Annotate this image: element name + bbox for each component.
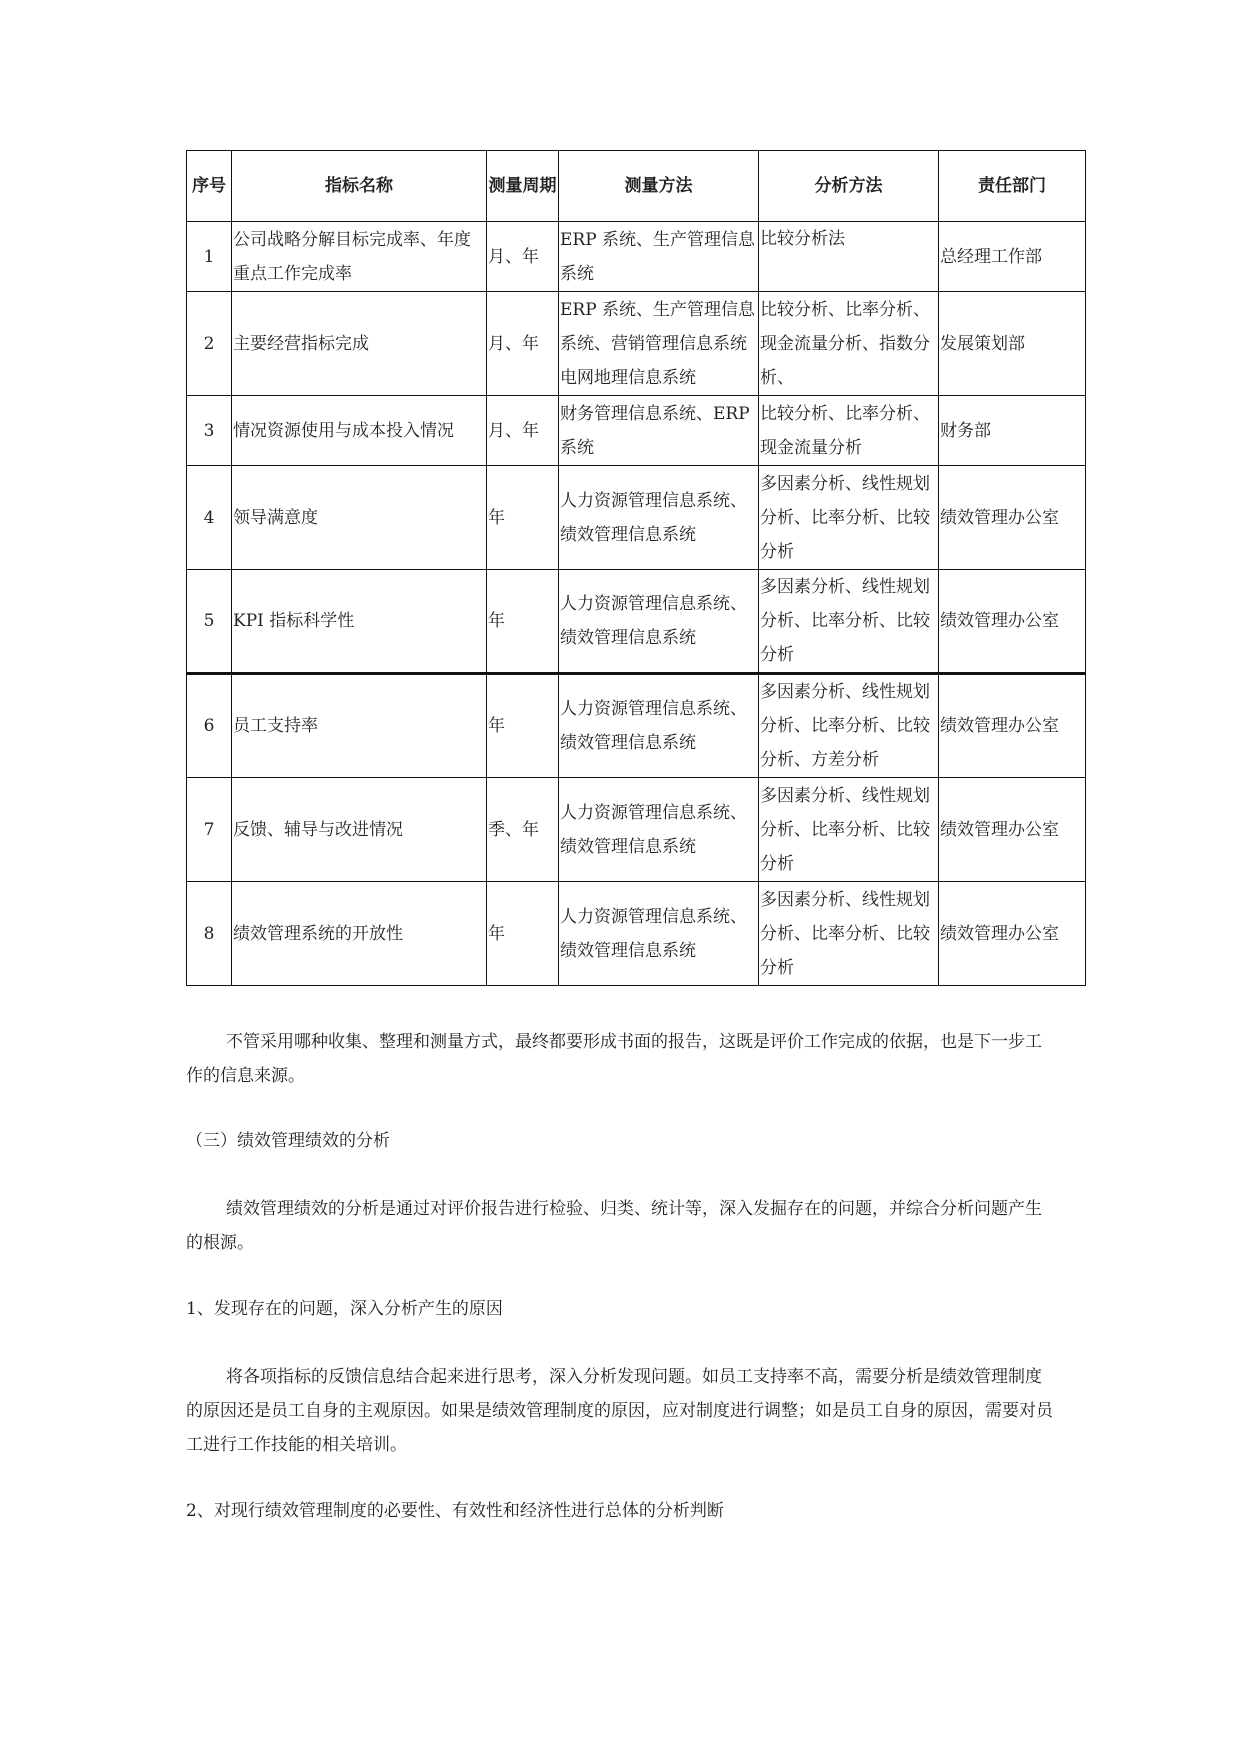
cell-cycle: 月、年: [487, 292, 559, 396]
cell-dept: 绩效管理办公室: [939, 466, 1086, 570]
cell-name: 公司战略分解目标完成率、年度重点工作完成率: [232, 222, 487, 292]
subheading-overall-judgement: 2、对现行绩效管理制度的必要性、有效性和经济性进行总体的分析判断: [186, 1501, 724, 1521]
paragraph-analysis-intro: 绩效管理绩效的分析是通过对评价报告进行检验、归类、统计等，深入发掘存在的问题，并综合分析问题产生的根源。: [186, 1199, 1042, 1253]
cell-analysis: 比较分析、比率分析、现金流量分析、指数分析、: [759, 292, 939, 396]
header-cycle: 测量周期: [487, 151, 559, 222]
cell-name: 绩效管理系统的开放性: [232, 882, 487, 986]
cell-dept: 财务部: [939, 396, 1086, 466]
cell-no: 6: [187, 674, 232, 778]
table-row: [187, 222, 1086, 292]
cell-analysis: 比较分析法: [759, 222, 939, 292]
table-row: [187, 466, 1086, 570]
table-row: [187, 292, 1086, 396]
cell-method: 人力资源管理信息系统、绩效管理信息系统: [559, 570, 759, 674]
cell-cycle: 月、年: [487, 222, 559, 292]
header-dept: 责任部门: [939, 151, 1086, 222]
cell-dept: 绩效管理办公室: [939, 674, 1086, 778]
cell-no: 5: [187, 570, 232, 674]
table-row: [187, 674, 1086, 778]
cell-no: 4: [187, 466, 232, 570]
cell-method: 人力资源管理信息系统、绩效管理信息系统: [559, 466, 759, 570]
table-row: [187, 396, 1086, 466]
cell-method: 人力资源管理信息系统、绩效管理信息系统: [559, 882, 759, 986]
cell-no: 1: [187, 222, 232, 292]
cell-dept: 发展策划部: [939, 292, 1086, 396]
cell-cycle: 月、年: [487, 396, 559, 466]
table-header-row: [187, 151, 1086, 222]
cell-cycle: 季、年: [487, 778, 559, 882]
cell-cycle: 年: [487, 674, 559, 778]
cell-no: 7: [187, 778, 232, 882]
cell-method: 人力资源管理信息系统、绩效管理信息系统: [559, 778, 759, 882]
cell-no: 8: [187, 882, 232, 986]
subheading-find-problems: 1、发现存在的问题，深入分析产生的原因: [186, 1299, 503, 1319]
paragraph-report-basis: 不管采用哪种收集、整理和测量方式，最终都要形成书面的报告，这既是评价工作完成的依据，也是下一步工作的信息来源。: [186, 1032, 1042, 1086]
cell-analysis: 比较分析、比率分析、现金流量分析: [759, 396, 939, 466]
cell-no: 2: [187, 292, 232, 396]
cell-name: 主要经营指标完成: [232, 292, 487, 396]
section-heading-analysis: （三）绩效管理绩效的分析: [186, 1131, 390, 1151]
header-no: 序号: [187, 151, 232, 222]
cell-cycle: 年: [487, 466, 559, 570]
header-method: 测量方法: [559, 151, 759, 222]
cell-name: 领导满意度: [232, 466, 487, 570]
cell-cycle: 年: [487, 882, 559, 986]
cell-analysis: 多因素分析、线性规划分析、比率分析、比较分析: [759, 570, 939, 674]
cell-analysis: 多因素分析、线性规划分析、比率分析、比较分析: [759, 882, 939, 986]
kpi-table: [186, 150, 1086, 986]
cell-method: 人力资源管理信息系统、绩效管理信息系统: [559, 674, 759, 778]
cell-dept: 总经理工作部: [939, 222, 1086, 292]
cell-method: ERP 系统、生产管理信息系统、营销管理信息系统电网地理信息系统: [559, 292, 759, 396]
table-row: [187, 882, 1086, 986]
cell-name: 员工支持率: [232, 674, 487, 778]
cell-dept: 绩效管理办公室: [939, 570, 1086, 674]
cell-dept: 绩效管理办公室: [939, 882, 1086, 986]
cell-analysis: 多因素分析、线性规划分析、比率分析、比较分析、方差分析: [759, 674, 939, 778]
cell-cycle: 年: [487, 570, 559, 674]
cell-no: 3: [187, 396, 232, 466]
cell-analysis: 多因素分析、线性规划分析、比率分析、比较分析: [759, 778, 939, 882]
cell-analysis: 多因素分析、线性规划分析、比率分析、比较分析: [759, 466, 939, 570]
cell-name: 情况资源使用与成本投入情况: [232, 396, 487, 466]
header-analysis: 分析方法: [759, 151, 939, 222]
header-name: 指标名称: [232, 151, 487, 222]
cell-method: ERP 系统、生产管理信息系统: [559, 222, 759, 292]
table-row: [187, 570, 1086, 674]
table-row: [187, 778, 1086, 882]
cell-name: KPI 指标科学性: [232, 570, 487, 674]
paragraph-find-problems: 将各项指标的反馈信息结合起来进行思考，深入分析发现问题。如员工支持率不高，需要分析是绩效管理制度的原因还是员工自身的主观原因。如果是绩效管理制度的原因，应对制度进行调整；如是员工自身的原因，需要对员工进行工作技能的相关培训。: [186, 1367, 1053, 1455]
cell-dept: 绩效管理办公室: [939, 778, 1086, 882]
cell-method: 财务管理信息系统、ERP 系统: [559, 396, 759, 466]
cell-name: 反馈、辅导与改进情况: [232, 778, 487, 882]
